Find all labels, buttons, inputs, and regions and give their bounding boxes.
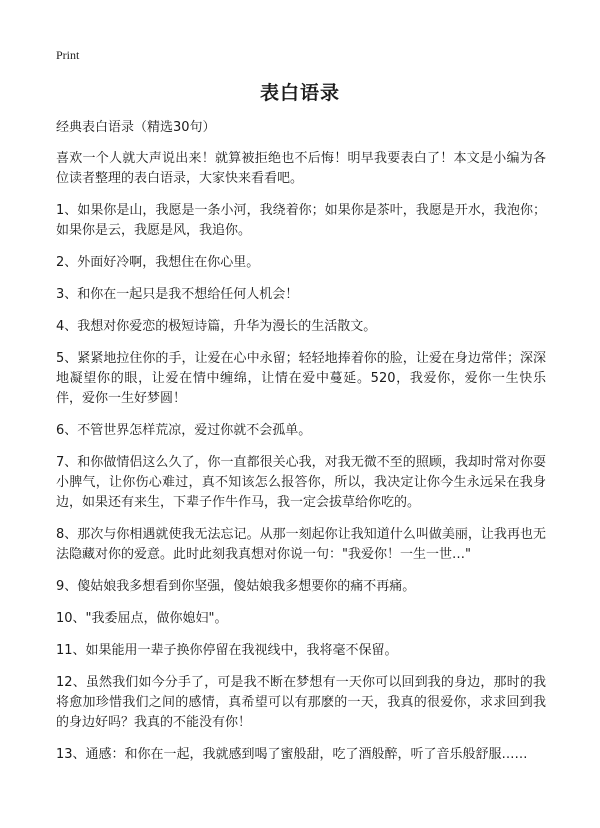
paragraph-5: 5、紧紧地拉住你的手，让爱在心中永留；轻轻地捧着你的脸，让爱在身边常伴；深深地凝望你的眼，让爱在情中缠绵，让情在爱中蔓延。520，我爱你，爱你一生快乐伴，爱你一生好梦圆！	[56, 351, 546, 406]
document-title: 表白语录	[259, 82, 340, 104]
document-body	[56, 118, 546, 777]
paragraph-3: 3、和你在一起只是我不想给任何人机会！	[56, 287, 299, 302]
paragraph-2: 2、外面好冷啊，我想住在你心里。	[56, 255, 260, 270]
paragraph-11: 11、如果能用一辈子换你停留在我视线中，我将毫不保留。	[56, 643, 398, 658]
paragraph-6: 6、不管世界怎样荒凉，爱过你就不会孤单。	[56, 423, 312, 438]
paragraph-7: 7、和你做情侣这么久了，你一直都很关心我，对我无微不至的照顾，我却时常对你耍小脾气，让你伤心难过，真不知该怎么报答你，所以，我决定让你今生永远呆在我身边，如果还有来生，下辈子作牛作马，我一定会拔草给你吃的。	[56, 455, 546, 510]
document-subtitle: 经典表白语录（精选30句）	[56, 120, 216, 135]
paragraph-1: 1、如果你是山，我愿是一条小河，我绕着你；如果你是茶叶，我愿是开水，我泡你；如果你是云，我愿是风，我追你。	[56, 203, 546, 238]
paragraph-12: 12、虽然我们如今分手了，可是我不断在梦想有一天你可以回到我的身边，那时的我将愈加珍惜我们之间的感情，真希望可以有那麽的一天，我真的很爱你，求求回到我的身边好吗？我真的不能没有你！	[56, 675, 546, 730]
paragraph-13: 13、通感：和你在一起，我就感到喝了蜜般甜，吃了酒般醉，听了音乐般舒服……	[56, 747, 528, 762]
paragraph-10: 10、"我委屈点，做你媳妇"。	[56, 611, 228, 626]
paragraph-intro: 喜欢一个人就大声说出来！就算被拒绝也不后悔！明早我要表白了！本文是小编为各位读者整理的表白语录，大家快来看看吧。	[56, 151, 546, 186]
paragraph-9: 9、傻姑娘我多想看到你坚强，傻姑娘我多想要你的痛不再痛。	[56, 579, 416, 594]
paragraph-8: 8、那次与你相遇就使我无法忘记。从那一刻起你让我知道什么叫做美丽，让我再也无法隐藏对你的爱意。此时此刻我真想对你说一句："我爱你！一生一世…"	[56, 527, 546, 562]
paragraph-4: 4、我想对你爱恋的极短诗篇，升华为漫长的生活散文。	[56, 319, 377, 334]
print-link[interactable]: Print	[56, 48, 80, 62]
